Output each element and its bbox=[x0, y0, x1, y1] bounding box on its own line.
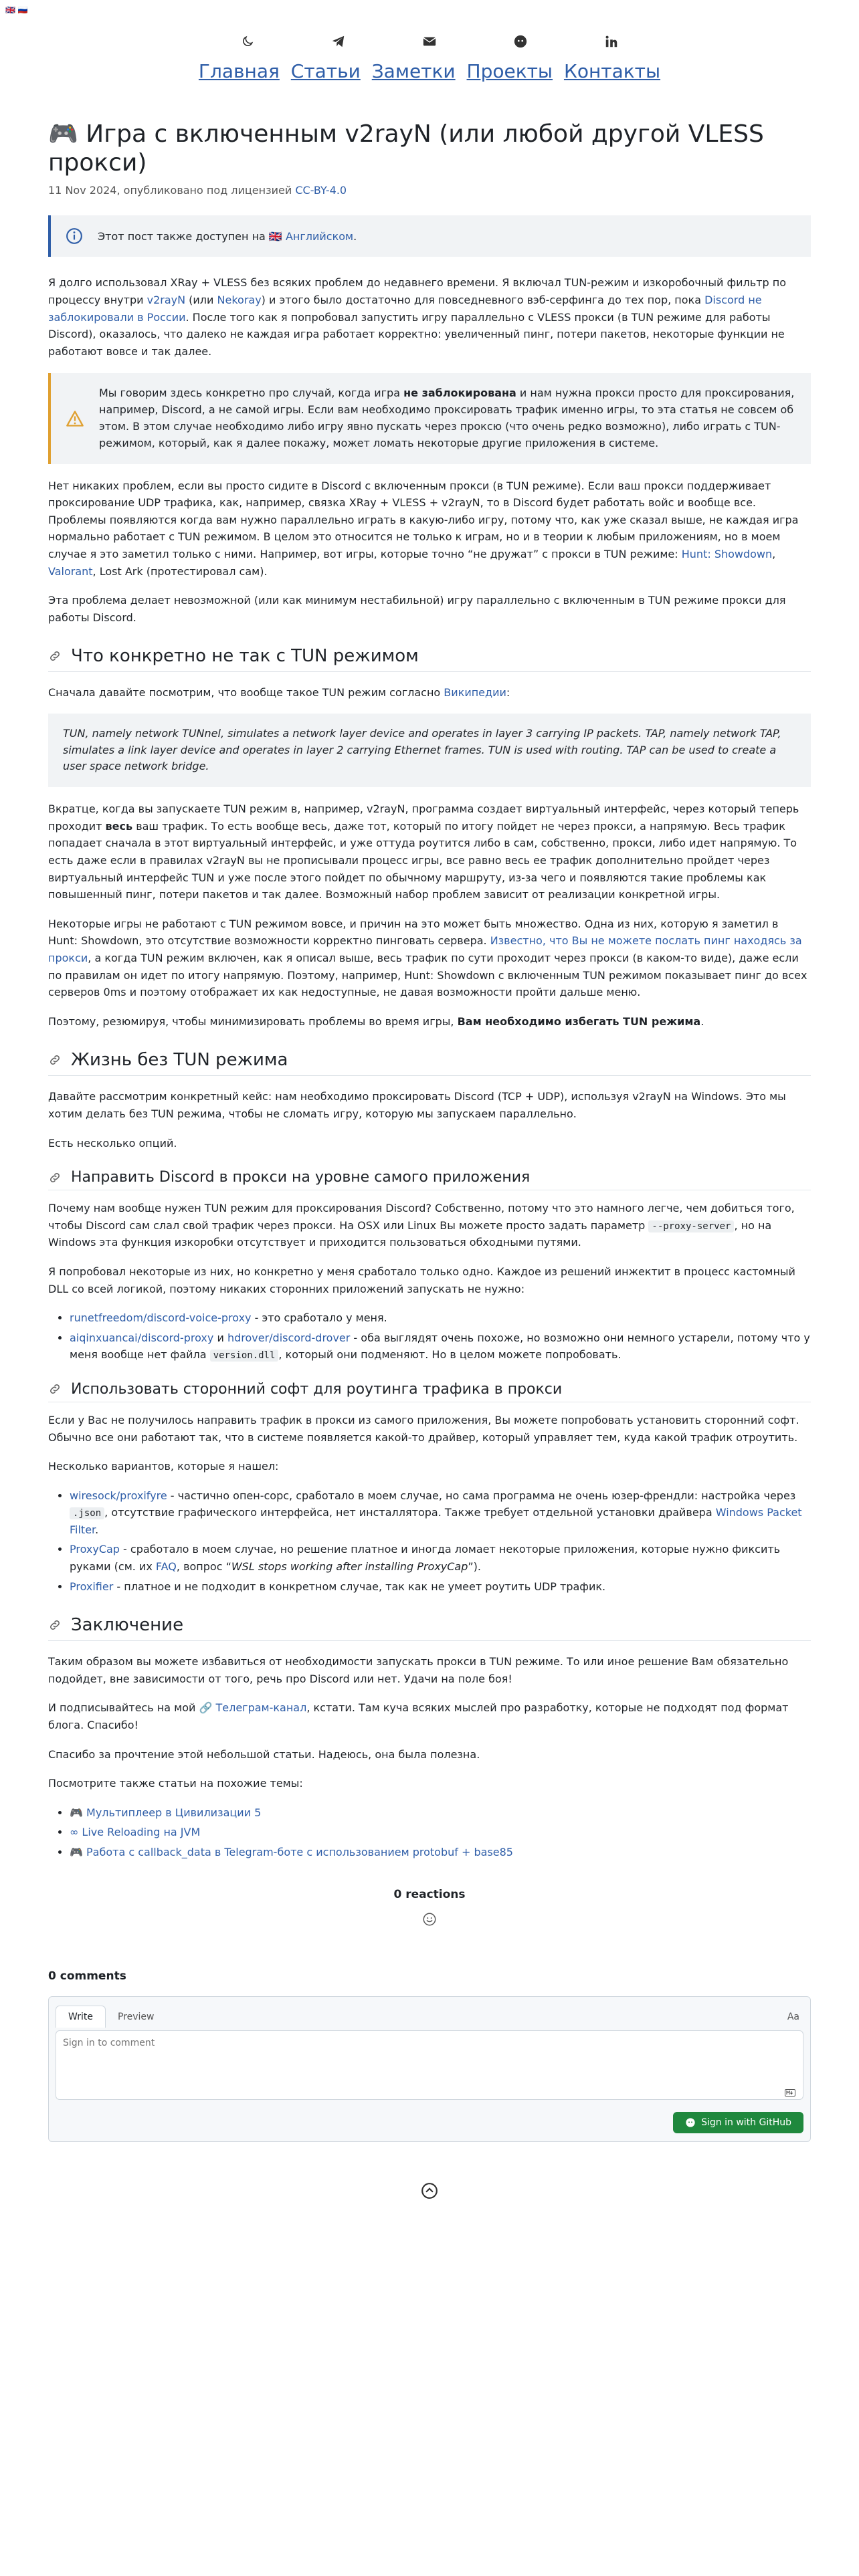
nav-projects[interactable]: Проекты bbox=[466, 60, 553, 82]
tried-paragraph: Я попробовал некоторые из них, но конкретно у меня сработало только одно. Каждое из решений инжектит в процесс кастомный DLL со всей логикой, поэтому никаких сторонних приложений запускать не нужно: bbox=[48, 1265, 795, 1295]
list-item bbox=[70, 1824, 811, 1841]
related-telegram-link[interactable]: 🎮 Работа с callback_data в Telegram-боте с использованием protobuf + base85 bbox=[70, 1846, 513, 1859]
github-icon bbox=[685, 2117, 696, 2128]
anchor-link-icon[interactable] bbox=[48, 1171, 62, 1184]
case-paragraph: Давайте рассмотрим конкретный кейс: нам необходимо проксировать Discord (TCP + UDP), используя v2rayN на Windows. Это мы хотим делать без TUN режима, чтобы не сломать игру, которую мы запускаем параллельно. bbox=[48, 1090, 786, 1120]
software-list bbox=[48, 1487, 811, 1596]
ping-proxy-link[interactable]: Известно, что Вы не можете послать пинг находясь за прокси bbox=[48, 934, 802, 965]
scroll-to-top-button[interactable] bbox=[48, 2182, 811, 2202]
heading-app-level-proxy: Направить Discord в прокси на уровне самого приложения bbox=[48, 1169, 811, 1190]
heading-third-party-software: Использовать сторонний софт для роутинга трафика в прокси bbox=[48, 1381, 811, 1402]
anchor-link-icon[interactable] bbox=[48, 1618, 62, 1632]
list-item: • wiresock/proxifyre - частично опен-сорс, сработало в моем случае, но сама программа не очень юзер-френдли: настройка через .json , отсутствие графического интерфейса, нет инсталлятора. Также требует отдельной установки драйвера Windows Packet Filter. bbox=[70, 1487, 811, 1539]
dll-solutions-list bbox=[48, 1309, 811, 1364]
related-civ5-link[interactable]: 🎮 Мультиплеер в Цивилизации 5 bbox=[70, 1806, 262, 1819]
comment-tabs bbox=[56, 2004, 803, 2030]
smiley-icon bbox=[422, 1912, 437, 1927]
text-format-button[interactable]: Aa bbox=[787, 2011, 799, 2022]
list-item: • aiqinxuancai/discord-proxy и hdrover/discord-drover - оба выглядят очень похоже, но возможно они немного устарели, потому что у меня вообще нет файла version.dll , который они подменяют. Но в целом можете попробовать. bbox=[70, 1329, 811, 1364]
wikipedia-link[interactable]: Википедии bbox=[444, 686, 506, 700]
discord-voice-proxy-link[interactable]: runetfreedom/discord-voice-proxy bbox=[70, 1311, 252, 1325]
summary-paragraph: Поэтому, резюмируя, чтобы минимизировать проблемы во время игры, Вам необходимо избегать TUN режима. bbox=[48, 1014, 704, 1028]
discord-blocked-link[interactable]: Discord не заблокировали в России bbox=[48, 293, 762, 324]
discord-proxy-link[interactable]: aiqinxuancai/discord-proxy bbox=[70, 1331, 214, 1344]
telegram-icon[interactable] bbox=[330, 33, 347, 49]
version-dll-code: version.dll bbox=[210, 1350, 279, 1362]
see-also-paragraph: Посмотрите также статьи на похожие темы: bbox=[48, 1777, 303, 1790]
proxifier-link[interactable]: Proxifier bbox=[70, 1580, 114, 1593]
telegram-channel-link[interactable]: 🔗 Телеграм-канал bbox=[199, 1701, 307, 1715]
related-jvm-link[interactable]: ∞ Live Reloading на JVM bbox=[70, 1826, 201, 1839]
anchor-link-icon[interactable] bbox=[48, 649, 62, 663]
english-version-link[interactable]: Английском bbox=[285, 229, 354, 243]
nav-articles[interactable]: Статьи bbox=[290, 60, 361, 82]
impossible-paragraph: Эта проблема делает невозможной (или как минимум нестабильной) игру параллельно с включенным в TUN режиме прокси для работы Discord. bbox=[48, 594, 786, 624]
tab-write[interactable]: Write bbox=[56, 2006, 106, 2028]
nekoray-link[interactable]: Nekoray bbox=[217, 293, 262, 306]
subscribe-paragraph: И подписывайтесь на мой 🔗 Телеграм-канал, кстати. Там куча всяких мыслей про разработку, которые не подходят под формат блога. Спасибо! bbox=[48, 1701, 789, 1732]
proxycap-link[interactable]: ProxyCap bbox=[70, 1543, 120, 1556]
conclusion-paragraph: Таким образом вы можете избавиться от необходимости запускать прокси в TUN режиме. То или иное решение Вам обязательно подойдет, вне зависимости от того, речь про Discord или нет. Удачи на поле боя! bbox=[48, 1655, 789, 1685]
proxifyre-link[interactable]: wiresock/proxifyre bbox=[70, 1489, 167, 1502]
heading-tun-problem: Что конкретно не так с TUN режимом bbox=[48, 646, 811, 672]
warning-callout: Мы говорим здесь конкретно про случай, когда игра не заблокирована и нам нужна прокси просто для проксирования, например, Discord, а не самой игры. Если вам необходимо проксировать трафик именно игры, то эта статья не совсем об этом. В этом случае необходимо либо игру явно пускать через проксю (что очень редко возможно), либо играть с TUN-режимом, который, как я далее покажу, может ломать некоторые другие приложения в системе. bbox=[48, 373, 811, 463]
anchor-link-icon[interactable] bbox=[48, 1053, 62, 1067]
list-item: • ProxyCap - сработало в моем случае, но решение платное и иногда ломает некоторые приложения, которые нужно фиксить руками (см. их FAQ, вопрос “WSL stops working after installing ProxyCap”). bbox=[70, 1541, 811, 1575]
list-item bbox=[70, 1844, 811, 1861]
info-icon bbox=[66, 227, 83, 245]
variants-paragraph: Несколько вариантов, которые я нашел: bbox=[48, 1460, 279, 1473]
proxy-server-code: --proxy-server bbox=[648, 1220, 734, 1232]
soft-paragraph: Если у Вас не получилось направить трафик в прокси из самого приложения, Вы можете попробовать установить сторонний софт. Обычно все они работают так, что в системе появляется какой-то драйвер, который управляет тем, куда какой трафик отроутить. bbox=[48, 1413, 799, 1444]
main-nav bbox=[48, 60, 811, 82]
discord-drover-link[interactable]: hdrover/discord-drover bbox=[227, 1331, 351, 1344]
problems-paragraph: Нет никаких проблем, если вы просто сидите в Discord с включенным прокси (в TUN режиме). Если ваш прокси поддерживает проксирование UDP трафика, как, например, связка XRay + VLESS + v2rayN, то в Discord будет работать войс и вообще все. Проблемы появляются когда вам нужно параллельно играть в какую-либо игру, потому что, как уже сказал выше, не каждая игра нормально работает с TUN режимом. В целом это относится не только к играм, но и в теории к любым приложениям, но в моем случае я это заметил только с ними. Например, вот игры, которые точно “не дружат” с прокси в TUN режиме: Hunt: Showdown, Valorant, Lost Ark (протестировал сам). bbox=[48, 479, 799, 578]
warning-icon bbox=[66, 409, 84, 428]
info-callout: Этот пост также доступен на 🇬🇧 Английском. bbox=[48, 215, 811, 257]
license-link[interactable]: CC-BY-4.0 bbox=[295, 184, 347, 197]
json-code: .json bbox=[70, 1507, 104, 1519]
tab-preview[interactable]: Preview bbox=[117, 2011, 155, 2022]
tun-quote: TUN, namely network TUNnel, simulates a network layer device and operates in layer 3 carrying IP packets. TAP, namely network TAP, simulates a link layer device and operates in layer 2 carrying Ethernet frames. TUN is used with routing. TAP can be used to create a user space network bridge. bbox=[48, 714, 811, 787]
linkedin-icon[interactable] bbox=[603, 33, 619, 49]
mail-icon[interactable] bbox=[421, 33, 438, 49]
page-title: 🎮 Игра с включенным v2rayN (или любой другой VLESS прокси) bbox=[48, 120, 764, 177]
language-flags[interactable]: 🇬🇧 🇷🇺 bbox=[5, 5, 28, 15]
why-paragraph: Почему нам вообще нужен TUN режим для проксирования Discord? Собственно, потому что это намного легче, чем добиться того, чтобы Discord сам слал свой трафик через прокси. На OSX или Linux Вы можете просто задать параметр --proxy-server , но на Windows эта функция изкоробки отсутствует и приходится пользоваться обходными путями. bbox=[48, 1202, 795, 1249]
reactions-count: 0 reactions bbox=[393, 1887, 466, 1901]
list-item: • Proxifier - платное и не подходит в конкретном случае, так как не умеет роутить UDP трафик. bbox=[70, 1578, 811, 1596]
nav-notes[interactable]: Заметки bbox=[371, 60, 456, 82]
markdown-icon bbox=[56, 2089, 803, 2103]
brief-paragraph: Вкратце, когда вы запускаете TUN режим в, например, v2rayN, программа создает виртуальный интерфейс, через который теперь проходит весь ваш трафик. То есть вообще весь, даже тот, который по итогу пойдет не через прокси, а напрямую. Весь трафик попадает сначала в этот виртуальный интерфейс, и уже оттуда роутится либо в сам, собственно, прокси, либо идет напрямую. То есть даже если в правилах v2rayN вы не прописывали процесс игры, все равно весь ее трафик дополнительно пройдет через виртуальный интерфейс TUN и уже после этого пойдет по обычному маршруту, из-за чего и появляются такие проблемы как повышенный пинг, потери пакетов и так далее. Возможный набор проблем зависит от реализации конкретной игры. bbox=[48, 802, 799, 901]
anchor-link-icon[interactable] bbox=[48, 1382, 62, 1396]
english-flag: 🇬🇧 bbox=[268, 229, 286, 243]
thanks-paragraph: Спасибо за прочтение этой небольшой статьи. Надеюсь, она была полезна. bbox=[48, 1747, 480, 1761]
hunt-paragraph: Некоторые игры не работают с TUN режимом вовсе, и причин на это может быть множество. Одна из них, которую я заметил в Hunt: Showdown, это отсутствие возможности корректно пинговать сервера. Известно, что Вы не можете послать пинг находясь за прокси, а когда TUN режим включен, как я описал выше, весь трафик по сути проходит через прокси (в каком-то виде), даже если по правилам он идет по итогу напрямую. Поэтому, например, Hunt: Showdown с включенным TUN режимом показывает пинг до всех серверов 0ms и поэтому отображает их как недоступные, не давая возможности пройти дальше меню. bbox=[48, 917, 807, 999]
windows-packet-filter-link[interactable]: Windows Packet Filter bbox=[70, 1506, 802, 1536]
heading-conclusion: Заключение bbox=[48, 1615, 811, 1641]
v2rayn-link[interactable]: v2rayN bbox=[147, 293, 186, 306]
sign-in-github-button[interactable]: Sign in with GitHub bbox=[673, 2112, 803, 2133]
related-posts-list bbox=[48, 1804, 811, 1861]
list-item: • runetfreedom/discord-voice-proxy - это сработало у меня. bbox=[70, 1309, 811, 1327]
nav-contacts[interactable]: Контакты bbox=[563, 60, 661, 82]
hunt-showdown-link[interactable]: Hunt: Showdown bbox=[681, 547, 773, 560]
post-date: 11 Nov 2024 bbox=[48, 184, 117, 197]
arrow-up-circle-icon bbox=[421, 2182, 438, 2199]
social-links bbox=[48, 0, 811, 52]
options-paragraph: Есть несколько опций. bbox=[48, 1136, 177, 1150]
nav-home[interactable]: Главная bbox=[198, 60, 280, 82]
valorant-link[interactable]: Valorant bbox=[48, 564, 93, 578]
post-meta: 11 Nov 2024, опубликовано под лицензией CC-BY-4.0 bbox=[48, 184, 347, 197]
github-icon[interactable] bbox=[512, 33, 529, 49]
heading-life-without-tun: Жизнь без TUN режима bbox=[48, 1050, 811, 1076]
comment-box bbox=[48, 1996, 811, 2142]
list-item bbox=[70, 1804, 811, 1822]
faq-link[interactable]: FAQ bbox=[155, 1560, 177, 1574]
moon-icon[interactable] bbox=[240, 33, 256, 49]
add-reaction-button[interactable] bbox=[48, 1912, 811, 1929]
comments-count: 0 comments bbox=[48, 1969, 126, 1983]
wiki-paragraph: Сначала давайте посмотрим, что вообще такое TUN режим согласно Википедии: bbox=[48, 686, 510, 700]
intro-paragraph: Я долго использовал XRay + VLESS без всяких проблем до недавнего времени. Я включал TUN-режим и изкоробочный фильтр по процессу внутри v2rayN (или Nekoray) и этого было достаточно для повседневного вэб-серфинга до тех пор, пока Discord не заблокировали в России. После того как я попробовал запустить игру параллельно с VLESS прокси (в TUN режиме для работы Discord), оказалось, что далеко не каждая игра работает корректно: увеличенный пинг, потери пакетов, некоторые функции не работают вовсе и так далее. bbox=[48, 276, 787, 358]
